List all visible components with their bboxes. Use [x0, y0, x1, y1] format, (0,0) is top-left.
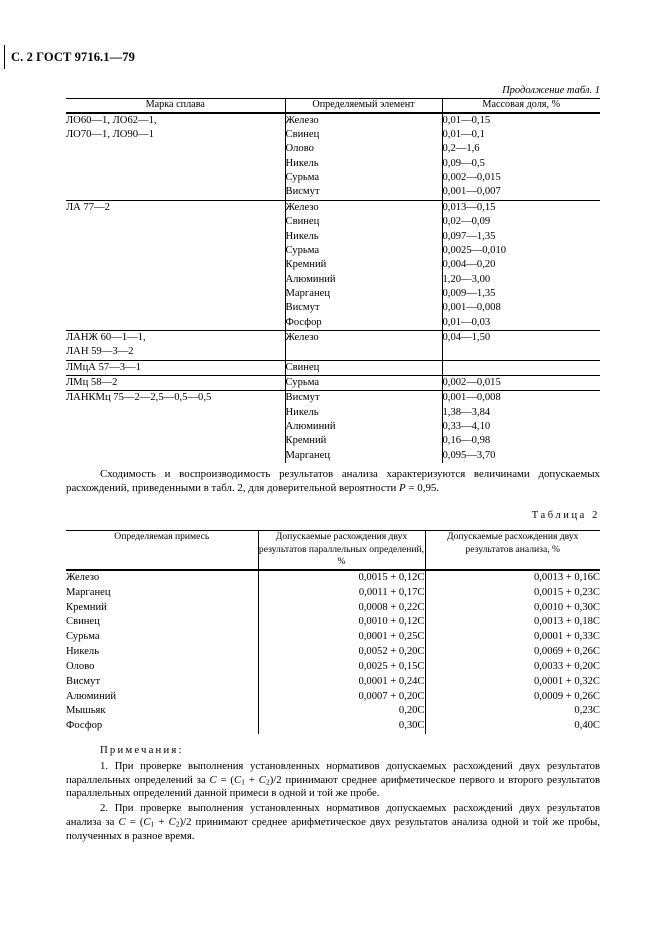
table2-impurity-cell — [66, 570, 258, 734]
table2-col-parallel-determinations: Допускаемые расхождения двух результатов параллельных определений, % — [258, 531, 425, 570]
element-line: Железо — [285, 114, 319, 126]
table1-element-cell — [285, 391, 442, 463]
analysis-line: 0,0001 + 0,32С — [533, 675, 600, 687]
element-line: Висмут — [285, 302, 320, 314]
fraction-line: 0,004—0,20 — [442, 259, 496, 271]
probability-variable: P — [399, 482, 406, 495]
fraction-line: 0,013—0,15 — [442, 201, 496, 213]
table-row — [66, 391, 600, 463]
alloy-line: ЛАНКМц 75—2—2,5—0,5—0,5 — [66, 392, 212, 404]
running-head: С. 2 ГОСТ 9716.1—79 — [11, 50, 135, 64]
element-line: Железо — [285, 201, 319, 213]
fraction-line: 0,095—3,70 — [442, 449, 496, 461]
table-row — [66, 330, 600, 360]
table-row — [66, 360, 600, 375]
fraction-line: 0,02—0,09 — [442, 216, 491, 228]
parallel-line: 0,0052 + 0,20С — [358, 646, 425, 658]
parallel-line: 0,0007 + 0,20С — [358, 690, 425, 702]
element-line: Висмут — [285, 186, 320, 198]
fraction-line — [443, 361, 601, 375]
table1-alloy-cell — [66, 113, 285, 201]
element-line: Сурьма — [285, 376, 320, 388]
formula-c2-subscript: 2 — [175, 819, 180, 829]
table-alloy-composition — [66, 98, 600, 463]
fraction-line: 0,2—1,6 — [442, 143, 480, 155]
alloy-line: ЛМц 58—2 — [66, 376, 118, 388]
formula-c1: C — [233, 773, 242, 786]
element-line: Алюминий — [285, 273, 336, 285]
analysis-line: 0,0013 + 0,18С — [533, 616, 600, 628]
element-line: Кремний — [285, 435, 327, 447]
alloy-line: ЛА 77—2 — [66, 201, 110, 213]
impurity-line: Сурьма — [66, 631, 100, 643]
table-row — [66, 113, 600, 201]
formula-c1-subscript: 1 — [241, 777, 245, 787]
table2-analysis-cell — [425, 570, 600, 734]
table1-fraction-cell — [442, 330, 600, 360]
fraction-line: 1,20—3,00 — [442, 273, 491, 285]
impurity-line: Марганец — [66, 586, 111, 598]
analysis-line: 0,0013 + 0,16С — [533, 571, 600, 583]
formula-c2: C — [168, 815, 176, 828]
element-line: Никель — [285, 406, 319, 418]
formula-plus: + — [244, 773, 259, 786]
alloy-line: ЛАНЖ 60—1—1, — [66, 331, 146, 343]
impurity-line: Мышьяк — [66, 705, 106, 717]
impurity-line: Кремний — [66, 601, 107, 613]
table1-alloy-cell — [66, 375, 285, 390]
element-line: Никель — [285, 230, 319, 242]
element-line: Железо — [285, 331, 319, 343]
parallel-line: 0,0001 + 0,25С — [358, 631, 425, 643]
table1-fraction-cell — [442, 360, 600, 375]
element-line: Сурьма — [285, 172, 320, 184]
fraction-line: 0,01—0,03 — [442, 316, 491, 328]
fraction-line: 0,002—0,015 — [442, 376, 501, 388]
table1-alloy-cell — [66, 360, 285, 375]
alloy-line: ЛО60—1, ЛО62—1, — [66, 114, 157, 126]
fraction-line: 0,009—1,35 — [442, 287, 496, 299]
fraction-line: 0,001—0,008 — [442, 392, 501, 404]
fraction-line: 0,16—0,98 — [442, 435, 491, 447]
analysis-line: 0,0033 + 0,20С — [533, 660, 600, 672]
table1-element-cell — [285, 360, 442, 375]
analysis-line: 0,0010 + 0,30С — [533, 601, 600, 613]
element-line: Олово — [285, 143, 314, 155]
table-row — [66, 570, 600, 734]
table1-alloy-cell — [66, 200, 285, 330]
table-permissible-discrepancies — [66, 530, 600, 734]
table1-element-cell — [285, 200, 442, 330]
table1-body — [66, 113, 600, 463]
table1-fraction-cell — [442, 391, 600, 463]
table-row — [66, 375, 600, 390]
note-item-1 — [66, 760, 600, 801]
table1-fraction-cell — [442, 200, 600, 330]
analysis-line: 0,0001 + 0,33С — [533, 631, 600, 643]
element-line: Марганец — [285, 287, 331, 299]
table1-fraction-cell — [442, 375, 600, 390]
parallel-line: 0,0001 + 0,24С — [358, 675, 425, 687]
analysis-line: 0,0015 + 0,23С — [533, 586, 600, 598]
note2-text-b: принимают среднее арифметическое двух результатов анализа одной и той же пробы, полученных в разное время. — [66, 815, 600, 842]
alloy-line: ЛАН 59—3—2 — [66, 346, 134, 358]
element-line: Марганец — [285, 449, 331, 461]
analysis-line: 0,0069 + 0,26С — [533, 646, 600, 658]
fraction-line: 1,38—3,84 — [442, 406, 491, 418]
alloy-line: ЛО70—1, ЛО90—1 — [66, 129, 154, 141]
note1-text-b: принимают среднее арифметическое первого и второго результатов параллельных определений данной примеси в одной и той же пробе. — [66, 773, 601, 800]
table1-col-alloy-grade: Марка сплава — [66, 99, 285, 113]
fraction-line: 0,04—1,50 — [442, 331, 491, 343]
impurity-line: Алюминий — [66, 690, 117, 702]
table2-col-impurity: Определяемая примесь — [66, 531, 258, 570]
notes-title: Примечания: — [100, 744, 184, 756]
formula-eq: = ( — [125, 815, 144, 828]
formula-eq: = ( — [216, 773, 234, 786]
table2-body — [66, 570, 600, 734]
fraction-line: 0,097—1,35 — [442, 230, 496, 242]
note-item-2 — [66, 802, 600, 843]
parallel-line: 0,0008 + 0,22С — [358, 601, 425, 613]
formula-end: )/2 — [269, 773, 286, 786]
analysis-line: 0,40С — [574, 720, 600, 732]
table1-fraction-cell — [442, 113, 600, 201]
parallel-line: 0,0025 + 0,15С — [358, 660, 425, 672]
table2-parallel-cell — [258, 570, 425, 734]
formula-c: C — [118, 815, 126, 828]
table1-header-row — [66, 99, 600, 113]
table1-continuation-caption: Продолжение табл. 1 — [502, 85, 600, 96]
table1-element-cell — [285, 330, 442, 360]
element-line: Фосфор — [285, 316, 322, 328]
table1-header — [66, 99, 600, 113]
impurity-line: Висмут — [66, 675, 101, 687]
parallel-line: 0,20С — [398, 705, 425, 717]
formula-plus: + — [154, 815, 169, 828]
analysis-line: 0,23С — [574, 705, 600, 717]
impurity-line: Свинец — [66, 616, 100, 628]
element-line: Кремний — [285, 259, 327, 271]
paragraph-text-before: Сходимость и воспроизводимость результатов анализа характеризуются величинами допускаемых расхождений, приведенными в табл. 2, для доверительной вероятности — [66, 468, 600, 495]
table1-alloy-cell — [66, 330, 285, 360]
impurity-line: Фосфор — [66, 720, 103, 732]
fraction-line: 0,33—4,10 — [442, 420, 491, 432]
table1-col-element: Определяемый элемент — [285, 99, 442, 113]
element-line: Свинец — [285, 129, 320, 141]
table2-col-analysis-results: Допускаемые расхождения двух результатов анализа, % — [425, 531, 600, 570]
fraction-line: 0,002—0,015 — [442, 172, 501, 184]
table-row — [66, 200, 600, 330]
table1-element-cell — [285, 113, 442, 201]
element-line: Висмут — [285, 392, 320, 404]
notes-block — [66, 744, 600, 845]
table1-element-cell — [285, 375, 442, 390]
table2-header — [66, 531, 600, 570]
formula-end: )/2 — [179, 815, 196, 828]
fraction-line: 0,01—0,1 — [442, 129, 485, 141]
impurity-line: Олово — [66, 660, 95, 672]
table2-header-row — [66, 531, 600, 570]
formula-c1-subscript: 1 — [150, 819, 155, 829]
analysis-line: 0,0009 + 0,26С — [533, 690, 600, 702]
parallel-line: 0,30С — [398, 720, 425, 732]
note2-text-a: 2. При проверке выполнения установленных нормативов допускаемых расхождений двух результатов анализа за — [66, 802, 600, 828]
parallel-line: 0,0015 + 0,12С — [358, 571, 425, 583]
fraction-line: 0,001—0,007 — [442, 186, 501, 198]
alloy-line: ЛМцА 57—3—1 — [66, 361, 141, 373]
table1-alloy-cell — [66, 391, 285, 463]
impurity-line: Никель — [66, 646, 100, 658]
note1-text-a: 1. При проверке выполнения установленных нормативов допускаемых расхождений двух результатов параллельных определений за — [66, 759, 600, 786]
table2-caption: Таблица 2 — [531, 510, 600, 521]
parallel-line: 0,0011 + 0,17С — [358, 586, 425, 598]
formula-c2: C — [258, 773, 266, 786]
paragraph-text-after: = 0,95. — [405, 482, 440, 495]
element-line: Свинец — [285, 361, 320, 373]
formula-c: C — [209, 773, 217, 786]
fraction-line: 0,01—0,15 — [442, 114, 491, 126]
table1-col-mass-fraction: Массовая доля, % — [442, 99, 600, 113]
impurity-line: Железо — [66, 571, 100, 583]
formula-c2-subscript: 2 — [265, 777, 270, 787]
formula-c1: C — [143, 815, 151, 828]
element-line: Сурьма — [285, 244, 320, 256]
element-line: Никель — [285, 157, 319, 169]
element-line: Алюминий — [285, 420, 336, 432]
repeatability-paragraph — [66, 467, 600, 495]
page-edge-mark — [4, 45, 5, 69]
fraction-line: 0,001—0,008 — [442, 302, 501, 314]
fraction-line: 0,09—0,5 — [442, 157, 485, 169]
element-line: Свинец — [285, 216, 320, 228]
fraction-line: 0,0025—0,010 — [442, 244, 507, 256]
parallel-line: 0,0010 + 0,12С — [358, 616, 425, 628]
